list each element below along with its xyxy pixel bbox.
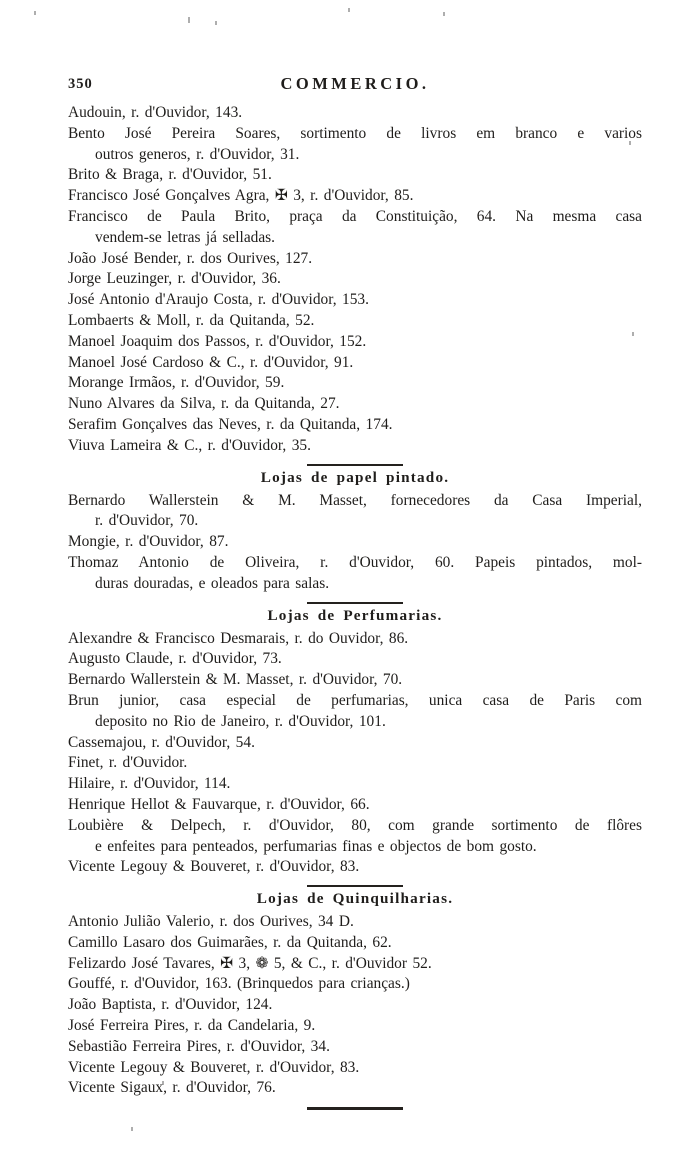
entry-line: Francisco de Paula Brito, praça da Constituição, 64. Na mesma casa <box>68 207 642 225</box>
scan-speck <box>215 21 217 25</box>
entry-line: Augusto Claude, r. d'Ouvidor, 73. <box>68 650 282 668</box>
entry-line: Jorge Leuzinger, r. d'Ouvidor, 36. <box>68 270 281 288</box>
directory-entry <box>68 670 642 691</box>
entry-line: r. d'Ouvidor, 70. <box>95 512 199 530</box>
directory-entry <box>68 332 642 353</box>
directory-entry <box>68 269 642 290</box>
entry-line: Vicente Legouy & Bouveret, r. d'Ouvidor, 83. <box>68 858 360 876</box>
entry-line: Antonio Julião Valerio, r. dos Ourives, 34 D. <box>68 913 354 931</box>
entry-line: Vicente Sigaux, r. d'Ouvidor, 76. <box>68 1079 276 1097</box>
directory-entry <box>68 816 642 858</box>
directory-entry <box>68 1037 642 1058</box>
entry-line: e enfeites para penteados, perfumarias finas e objectos de bom gosto. <box>95 837 537 855</box>
directory-entry <box>68 774 642 795</box>
entry-line: Felizardo José Tavares, ✠ 3, ❁ 5, & C., r. d'Ouvidor 52. <box>68 954 432 972</box>
directory-entry <box>68 186 642 207</box>
directory-entry <box>68 532 642 553</box>
directory-entry <box>68 103 642 124</box>
entry-line: Lombaerts & Moll, r. da Quitanda, 52. <box>68 311 315 329</box>
entry-line: Manoel Joaquim dos Passos, r. d'Ouvidor, 152. <box>68 332 367 350</box>
entry-line: João José Bender, r. dos Ourives, 127. <box>68 249 313 267</box>
entry-line: João Baptista, r. d'Ouvidor, 124. <box>68 996 273 1014</box>
entry-line: Bernardo Wallerstein & M. Masset, r. d'Ouvidor, 70. <box>68 671 403 689</box>
entry-line: Viuva Lameira & C., r. d'Ouvidor, 35. <box>68 436 311 454</box>
entry-line: outros generos, r. d'Ouvidor, 31. <box>95 145 300 163</box>
entry-line: Morange Irmãos, r. d'Ouvidor, 59. <box>68 374 285 392</box>
section <box>68 602 642 879</box>
section <box>68 103 642 457</box>
directory-entry <box>68 415 642 436</box>
directory-entry <box>68 1016 642 1037</box>
directory-entry <box>68 553 642 595</box>
directory-entry <box>68 491 642 533</box>
entry-line: Nuno Alvares da Silva, r. da Quitanda, 27. <box>68 395 340 413</box>
entry-line: Sebastião Ferreira Pires, r. d'Ouvidor, 34. <box>68 1037 330 1055</box>
directory-entry <box>68 249 642 270</box>
directory-entry <box>68 649 642 670</box>
directory-entry <box>68 436 642 457</box>
scan-speck <box>443 12 445 16</box>
entry-line: Alexandre & Francisco Desmarais, r. do Ouvidor, 86. <box>68 629 409 647</box>
section-heading: Lojas de Quinquilharias. <box>256 890 454 908</box>
section <box>68 464 642 595</box>
entry-line: Francisco José Gonçalves Agra, ✠ 3, r. d'Ouvidor, 85. <box>68 187 414 205</box>
section-divider <box>307 602 403 604</box>
directory-entry <box>68 311 642 332</box>
directory-entry <box>68 629 642 650</box>
entry-line: Bernardo Wallerstein & M. Masset, fornecedores da Casa Imperial, <box>68 491 642 509</box>
scan-speck <box>348 8 350 12</box>
directory-entry <box>68 974 642 995</box>
text-block <box>68 74 642 1110</box>
entry-line: Brun junior, casa especial de perfumarias, unica casa de Paris com <box>68 691 642 709</box>
entry-line: Serafim Gonçalves das Neves, r. da Quitanda, 174. <box>68 415 393 433</box>
directory-entry <box>68 733 642 754</box>
entry-line: Manoel José Cardoso & C., r. d'Ouvidor, 91. <box>68 353 354 371</box>
entry-line: Henrique Hellot & Fauvarque, r. d'Ouvidor, 66. <box>68 795 370 813</box>
entry-line: deposito no Rio de Janeiro, r. d'Ouvidor, 101. <box>95 712 386 730</box>
directory-entry <box>68 691 642 733</box>
end-divider <box>307 1107 403 1110</box>
entry-line: Bento José Pereira Soares, sortimento de livros em branco e varios <box>68 124 642 142</box>
entry-line: Audouin, r. d'Ouvidor, 143. <box>68 104 243 121</box>
entry-line: Thomaz Antonio de Oliveira, r. d'Ouvidor, 60. Papeis pintados, mol- <box>68 553 642 571</box>
directory-entry <box>68 857 642 878</box>
scan-speck <box>188 17 190 23</box>
scan-speck <box>131 1127 133 1131</box>
entry-line: Camillo Lasaro dos Guimarães, r. da Quitanda, 62. <box>68 933 392 951</box>
entry-line: Loubière & Delpech, r. d'Ouvidor, 80, com grande sortimento de flôres <box>68 816 642 834</box>
directory-entry <box>68 290 642 311</box>
entry-line: Hilaire, r. d'Ouvidor, 114. <box>68 775 231 793</box>
entry-line: Brito & Braga, r. d'Ouvidor, 51. <box>68 166 272 184</box>
directory-entry <box>68 795 642 816</box>
directory-entry <box>68 912 642 933</box>
directory <box>68 103 642 1099</box>
directory-entry <box>68 1078 642 1099</box>
entry-line: Cassemajou, r. d'Ouvidor, 54. <box>68 733 255 751</box>
directory-entry <box>68 165 642 186</box>
directory-entry <box>68 753 642 774</box>
directory-entry <box>68 353 642 374</box>
section-heading: Lojas de papel pintado. <box>260 468 450 486</box>
directory-entry <box>68 954 642 975</box>
directory-entry <box>68 207 642 249</box>
directory-entry <box>68 373 642 394</box>
page-number: 350 <box>68 76 93 92</box>
entry-line: Vicente Legouy & Bouveret, r. d'Ouvidor, 83. <box>68 1058 360 1076</box>
entry-line: Mongie, r. d'Ouvidor, 87. <box>68 533 229 551</box>
scan-speck <box>34 11 36 15</box>
entry-line: José Ferreira Pires, r. da Candelaria, 9. <box>68 1017 316 1035</box>
directory-entry <box>68 933 642 954</box>
directory-entry <box>68 1058 642 1079</box>
entry-line: vendem-se letras já selladas. <box>95 228 276 246</box>
running-title: COMMERCIO. <box>280 74 430 93</box>
directory-entry <box>68 394 642 415</box>
directory-entry <box>68 124 642 166</box>
section-divider <box>307 464 403 466</box>
page-header <box>68 74 642 96</box>
entry-line: Finet, r. d'Ouvidor. <box>68 754 188 772</box>
entry-line: duras douradas, e oleados para salas. <box>95 574 330 592</box>
section-heading: Lojas de Perfumarias. <box>267 606 443 624</box>
entry-line: José Antonio d'Araujo Costa, r. d'Ouvidor, 153. <box>68 291 369 309</box>
section <box>68 885 642 1099</box>
entry-line: Gouffé, r. d'Ouvidor, 163. (Brinquedos para crianças.) <box>68 975 410 993</box>
directory-entry <box>68 995 642 1016</box>
section-divider <box>307 885 403 887</box>
